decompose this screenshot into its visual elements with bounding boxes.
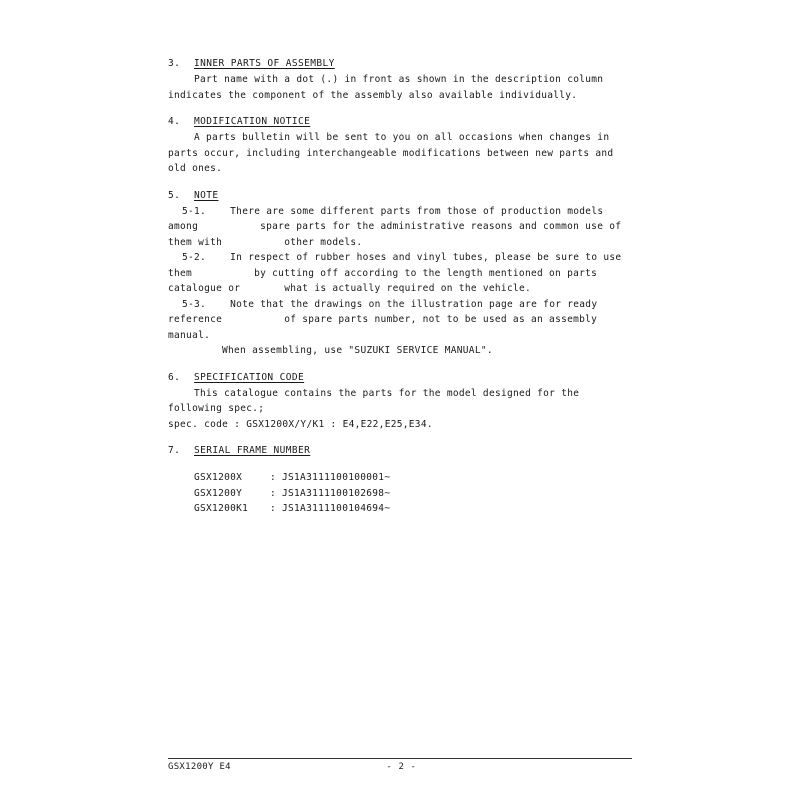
section-heading (168, 116, 638, 127)
section-note (168, 190, 638, 359)
serial-separator: : (270, 472, 277, 483)
page-footer (168, 758, 632, 772)
note-item-5-2-cont (168, 281, 638, 297)
section-number: 7. (168, 445, 181, 456)
serial-number: JS1A3111100102698~ (282, 487, 391, 499)
serial-separator: : (270, 503, 277, 514)
note-item-5-3: 5-3. Note that the drawings on the illustration page are for ready (182, 298, 598, 310)
note-fragment: catalogue or (168, 283, 241, 294)
note-item-5-3-cont (168, 312, 638, 328)
section-body-line: A parts bulletin will be sent to you on all occasions when changes in (194, 132, 610, 143)
note-item-5-2-cont (168, 266, 638, 282)
note-item-5-1-cont (168, 219, 638, 235)
section-number: 3. (168, 58, 181, 69)
note-fragment: among (168, 221, 199, 232)
section-heading (168, 372, 638, 383)
serial-number: JS1A3111100100001~ (282, 472, 391, 483)
section-title: INNER PARTS OF ASSEMBLY (194, 58, 335, 69)
note-fragment: other models. (284, 236, 363, 248)
section-body-line: indicates the component of the assembly also available individually. (168, 89, 578, 101)
serial-model: GSX1200Y (194, 487, 243, 499)
document-content (168, 58, 638, 530)
note-item-5-2: 5-2. In respect of rubber hoses and vinyl tubes, please be sure to use (182, 252, 622, 263)
note-fragment: them with (168, 236, 223, 248)
serial-number: JS1A3111100104694~ (282, 503, 391, 514)
section-body-line: This catalogue contains the parts for the model designed for the (194, 387, 580, 399)
section-heading (168, 58, 638, 69)
note-fragment: reference (168, 314, 223, 325)
note-fragment: of spare parts number, not to be used as an assembly (284, 314, 598, 325)
section-heading (168, 190, 638, 201)
serial-model: GSX1200X (194, 472, 243, 483)
section-body-line: Part name with a dot (.) in front as shown in the description column (194, 74, 604, 85)
section-inner-parts-of-assembly (168, 58, 638, 103)
note-fragment: them (168, 267, 193, 279)
serial-separator: : (270, 487, 277, 499)
section-title: NOTE (194, 189, 219, 201)
note-item-5-3-cont: When assembling, use "SUZUKI SERVICE MANUAL". (222, 345, 493, 356)
section-body-line: old ones. (168, 163, 223, 174)
note-fragment: what is actually required on the vehicle. (284, 283, 532, 294)
footer-model-code: GSX1200Y E4 (168, 762, 231, 772)
section-title: SERIAL FRAME NUMBER (194, 445, 311, 456)
serial-number-row (194, 470, 638, 486)
section-number: 4. (168, 116, 181, 127)
section-number: 6. (168, 371, 181, 383)
section-title: SPECIFICATION CODE (194, 371, 305, 383)
section-heading (168, 445, 638, 456)
note-item-5-1: 5-1. There are some different parts from those of production models (182, 205, 604, 217)
page-number: - 2 - (386, 762, 417, 772)
note-item-5-3-cont: manual. (168, 329, 211, 341)
section-body-line: following spec.; (168, 403, 265, 414)
section-number: 5. (168, 189, 181, 201)
serial-number-row (194, 486, 638, 502)
note-fragment: by cutting off according to the length mentioned on parts (254, 267, 598, 279)
serial-number-row (194, 501, 638, 517)
note-item-5-1-cont (168, 235, 638, 251)
note-fragment: spare parts for the administrative reasons and common use of (260, 221, 622, 232)
section-serial-frame-number (168, 445, 638, 517)
section-body-line: parts occur, including interchangeable modifications between new parts and (168, 147, 614, 159)
section-modification-notice (168, 116, 638, 177)
serial-model: GSX1200K1 (194, 503, 249, 514)
section-specification-code (168, 372, 638, 433)
serial-number-list (194, 470, 638, 517)
section-title: MODIFICATION NOTICE (194, 116, 311, 127)
specification-code-value: spec. code : GSX1200X/Y/K1 : E4,E22,E25,E34. (168, 418, 433, 430)
